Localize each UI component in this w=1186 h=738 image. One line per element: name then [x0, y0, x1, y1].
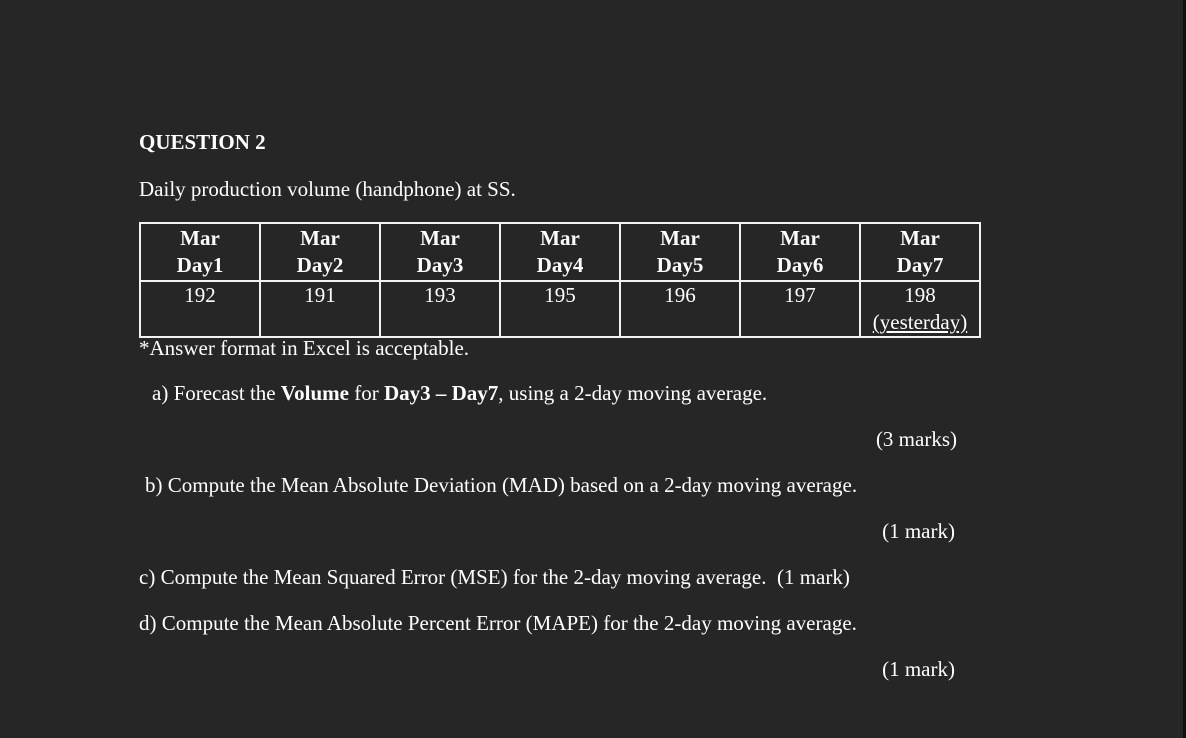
- table-value-cell: 195: [500, 281, 620, 337]
- table-value-cell: 193: [380, 281, 500, 337]
- part-b-marks: (1 mark): [882, 519, 955, 543]
- table-header-cell: Mar Day1: [140, 223, 260, 281]
- table-value-cell: 198 (yesterday): [860, 281, 980, 337]
- production-volume-table: [139, 222, 981, 338]
- yesterday-label: (yesterday): [872, 310, 968, 334]
- table-header-row: [140, 223, 980, 281]
- part-a-text: a) Forecast the Volume for Day3 – Day7, using a 2-day moving average.: [152, 381, 768, 405]
- table-header-cell: Mar Day2: [260, 223, 380, 281]
- table-header-cell: Mar Day3: [380, 223, 500, 281]
- question-heading: QUESTION 2: [139, 130, 266, 154]
- table-value-cell: 192: [140, 281, 260, 337]
- question-intro: Daily production volume (handphone) at SS.: [139, 177, 516, 201]
- part-c-marks: (1 mark): [776, 565, 850, 589]
- part-c-text: c) Compute the Mean Squared Error (MSE) for the 2-day moving average. (1 mark): [139, 565, 850, 589]
- table-value-cell: 191: [260, 281, 380, 337]
- table-header-cell: Mar Day4: [500, 223, 620, 281]
- table-values-row: [140, 281, 980, 337]
- part-d-text: d) Compute the Mean Absolute Percent Error (MAPE) for the 2-day moving average.: [139, 611, 857, 635]
- table-value-cell: 197: [740, 281, 860, 337]
- part-d-marks: (1 mark): [882, 657, 955, 681]
- table-header-cell: Mar Day6: [740, 223, 860, 281]
- table-header-cell: Mar Day5: [620, 223, 740, 281]
- part-a-marks: (3 marks): [875, 427, 957, 451]
- table-header-cell: Mar Day7: [860, 223, 980, 281]
- answer-format-note: *Answer format in Excel is acceptable.: [139, 336, 470, 360]
- table-value-cell: 196: [620, 281, 740, 337]
- part-b-text: b) Compute the Mean Absolute Deviation (MAD) based on a 2-day moving average.: [145, 473, 858, 497]
